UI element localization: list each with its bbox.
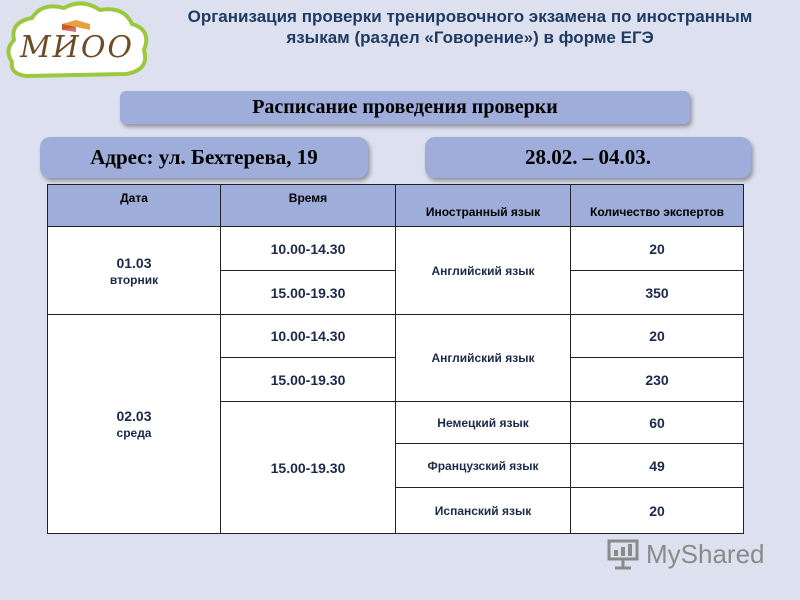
time-cell: 15.00-19.30 <box>221 402 396 534</box>
language-cell: Испанский язык <box>396 488 571 534</box>
language-cell: Французский язык <box>396 444 571 488</box>
experts-cell: 49 <box>571 444 744 488</box>
table-header-row <box>48 185 744 227</box>
table-row <box>48 315 744 358</box>
watermark <box>606 536 765 572</box>
page-title: Организация проверки тренировочного экзамена по иностранным языкам (раздел «Говорение») в форме ЕГЭ <box>187 7 753 47</box>
language-cell: Английский язык <box>396 315 571 402</box>
address-banner: Адрес: ул. Бехтерева, 19 <box>40 137 368 178</box>
miioo-logo <box>2 0 152 80</box>
language-cell: Английский язык <box>396 227 571 315</box>
time-cell: 10.00-14.30 <box>221 315 396 358</box>
experts-cell: 230 <box>571 358 744 402</box>
time-cell: 10.00-14.30 <box>221 227 396 271</box>
table-row <box>48 227 744 271</box>
schedule-table <box>47 184 744 534</box>
time-cell: 15.00-19.30 <box>221 271 396 315</box>
header-date: Дата <box>48 185 221 227</box>
watermark-text: MyShared <box>646 538 765 569</box>
experts-cell: 20 <box>571 315 744 358</box>
header-time: Время <box>221 185 396 227</box>
presentation-board-icon <box>606 537 640 571</box>
experts-cell: 20 <box>571 488 744 534</box>
language-cell: Немецкий язык <box>396 402 571 444</box>
weekday-value: вторник <box>109 272 159 287</box>
date-value: 01.03 <box>116 254 152 271</box>
time-cell: 15.00-19.30 <box>221 358 396 402</box>
header-language: Иностранный язык <box>396 185 571 227</box>
header-experts: Количество экспертов <box>571 185 744 227</box>
date-cell <box>48 315 221 534</box>
experts-cell: 350 <box>571 271 744 315</box>
weekday-value: среда <box>116 426 152 440</box>
date-cell <box>48 227 221 315</box>
logo-text: МИОО <box>19 30 135 65</box>
date-value: 02.03 <box>116 408 152 424</box>
schedule-banner: Расписание проведения проверки <box>120 91 690 124</box>
dates-banner: 28.02. – 04.03. <box>425 137 751 178</box>
experts-cell: 60 <box>571 402 744 444</box>
experts-cell: 20 <box>571 227 744 271</box>
